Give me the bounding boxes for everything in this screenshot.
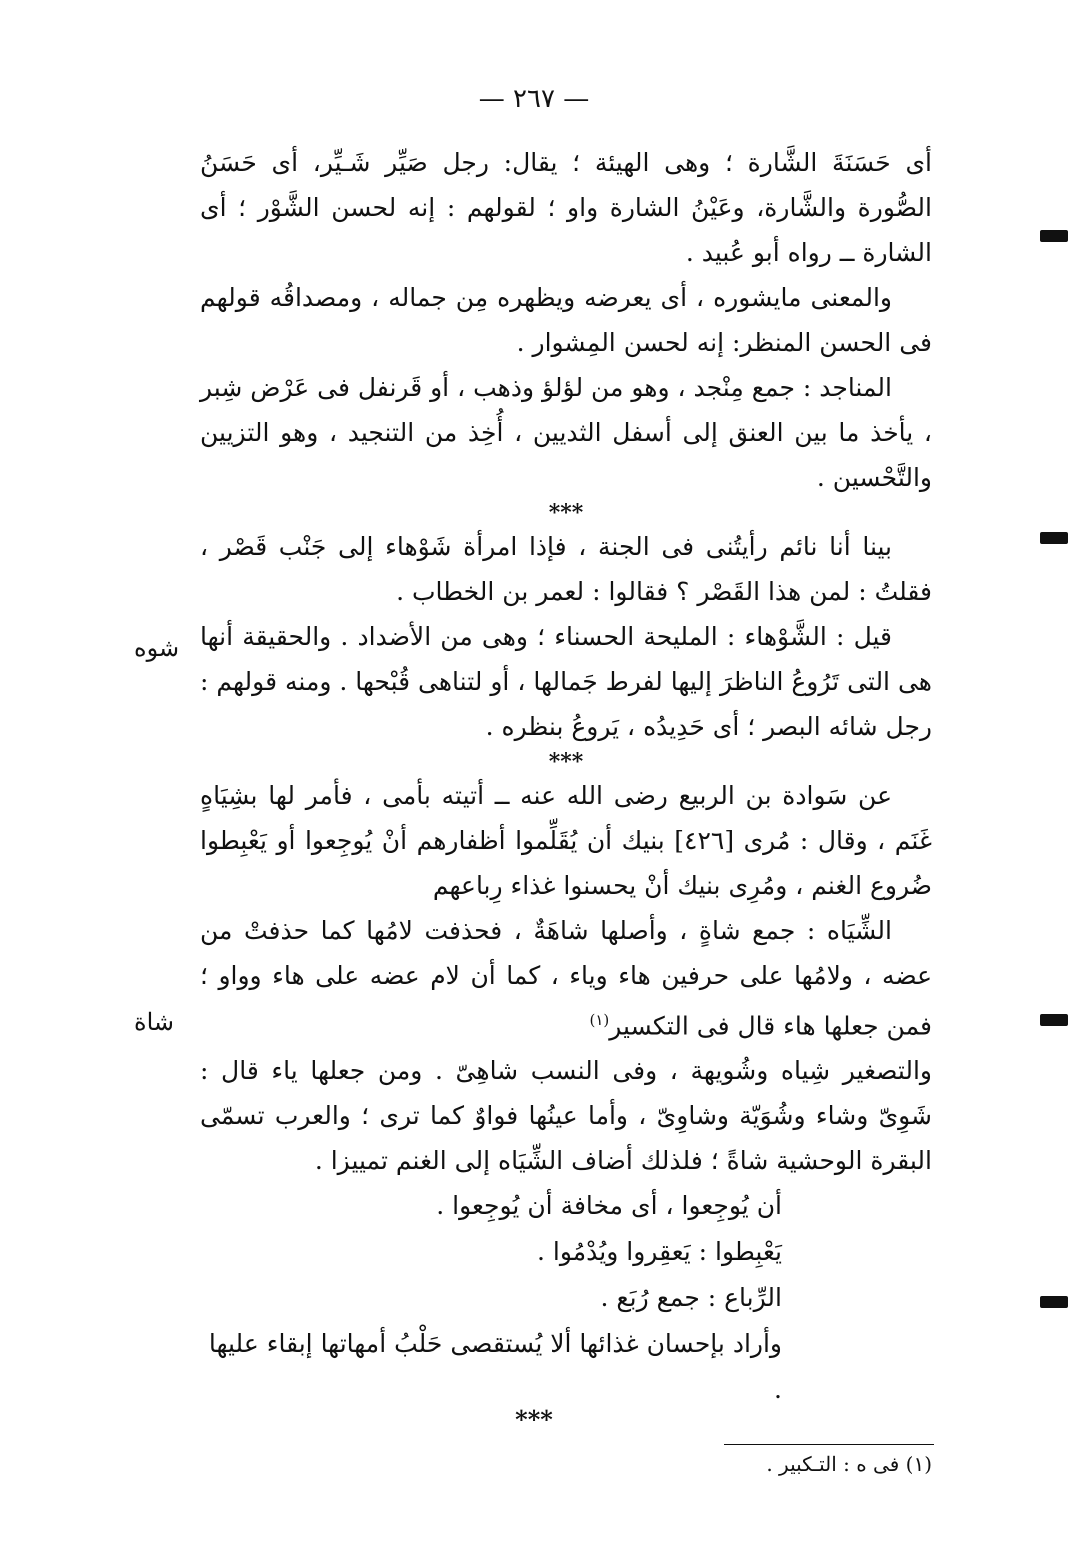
paragraph-shawha: قيل : الشَّوْهاء : المليحة الحسناء ؛ وهى من الأضداد . والحقيقة أنها هى التى تَرُوعُ الناظرَ إليها لفرط جَمالها ، أو لتناهى قُبْحها . ومنه قولهم : رجل شائه البصر ؛ أى حَدِيدُه ، يَروعُ بنظره . bbox=[200, 622, 932, 741]
glossary-line: وأراد بإحسان غذائها ألا يُستقصى حَلْبُ أمهاتها إبقاء عليها . bbox=[208, 1329, 782, 1405]
footnote-reference: (١) bbox=[589, 1011, 610, 1029]
page-number: — ٢٦٧ — bbox=[478, 84, 590, 114]
paragraph-mishwar: والمعنى مايشوره ، أى يعرضه ويظهره مِن جماله ، ومصداقُه قولهم فى الحسن المنظر: إنه لحسن المِشوار . bbox=[200, 283, 932, 357]
main-text bbox=[200, 140, 932, 1413]
section-separator: *** bbox=[548, 749, 584, 775]
paragraph-hadith-sawada: عن سَوادة بن الربيع رضى الله عنه ــ أتيته بأمى ، فأمر لها بشِيَاهٍ غَنَم ، وقال : مُرى [٤٢٦] بنيك أن يُقَلِّموا أظفارهم أنْ يُوجِعوا أو يَعْبِطوا ضُروع الغنم ، ومُرِى بنيك أنْ يحسنوا غذاء رِباعهم bbox=[200, 781, 933, 900]
edge-mark bbox=[1040, 230, 1068, 242]
margin-keyword-shah: شاة bbox=[134, 1008, 174, 1036]
glossary-lines bbox=[200, 1183, 932, 1413]
paragraph-shiyah-text: الشِّيَاه : جمع شاةٍ ، وأصلها شاهَةٌ ، فحذفت لامُها كما حذفتْ من عضه ، ولامُها على حرفين هاء وياء ، كما أن لام عضه على هاء وواو ؛ فمن جعلها هاء قال فى التكسير bbox=[200, 916, 932, 1041]
glossary-line: يَعْبِطوا : يَعقِروا ويُدْمُوا . bbox=[537, 1237, 782, 1267]
footnote-divider bbox=[724, 1444, 934, 1445]
glossary-line: الرِّباع : جمع رُبَع . bbox=[600, 1283, 782, 1313]
paragraph-manajid: المناجد : جمع مِنْجد ، وهو من لؤلؤ وذهب ، أو قَرنفل فى عَرْض شِبر ، يأخذ ما بين العنق إلى أسفل الثديين ، أُخِذ من التنجيد ، وهو التزيين والتَّحْسين . bbox=[200, 373, 932, 492]
edge-mark bbox=[1040, 1296, 1068, 1308]
paragraph-tasghir: والتصغير شِياه وشُويهة ، وفى النسب شاهِىّ . ومن جعلها ياء قال : شَوِىّ وشاء وشُوَيّة وشاوِىّ ، وأما عينُها فواوٌ كما ترى ؛ والعرب تسمّى البقرة الوحشية شاةً ؛ فلذلك أضاف الشِّيَاه إلى الغنم تمييزا . bbox=[200, 1056, 932, 1176]
section-separator: *** bbox=[515, 1405, 553, 1434]
edge-mark bbox=[1040, 532, 1068, 544]
margin-keyword-shawh: شوه bbox=[134, 634, 180, 662]
paragraph-hadith-dream: بينا أنا نائم رأيتُنى فى الجنة ، فإذا امرأة شَوْهاء إلى جَنْب قَصْر ، فقلتُ : لمن هذا القَصْر ؟ فقالوا : لعمر بن الخطاب . bbox=[200, 532, 932, 606]
paragraph-shiyah bbox=[200, 908, 932, 1048]
edge-mark bbox=[1040, 1014, 1068, 1026]
section-separator: *** bbox=[548, 500, 584, 526]
paragraph-sharah: أى حَسَنَةَ الشَّارة ؛ وهى الهيئة ؛ يقال: رجل صَيِّر شَـيِّر، أى حَسَنُ الصُّورة والشَّارة، وعَيْنُ الشارة واو ؛ لقولهم : إنه لحسن الشَّوْر ؛ أى الشارة ــ رواه أبو عُبيد . bbox=[200, 148, 932, 267]
glossary-line: أن يُوجِعوا ، أى مخافة أن يُوجِعوا . bbox=[436, 1191, 782, 1221]
footnote: (١) فى ه : التـكبير . bbox=[766, 1452, 932, 1476]
